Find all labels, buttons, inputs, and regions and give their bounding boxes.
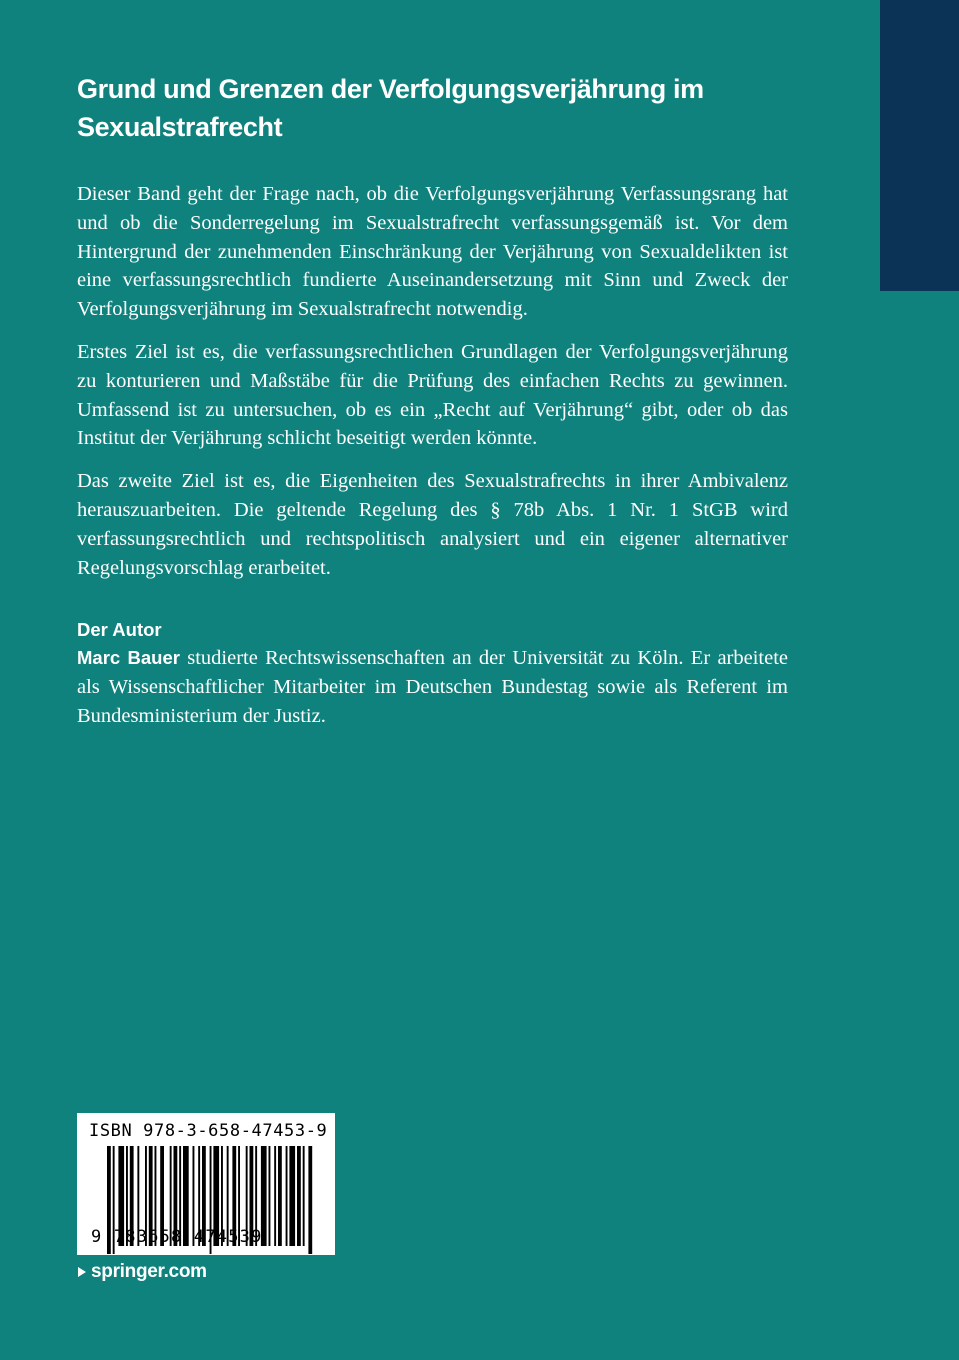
author-bio [77,644,788,730]
book-title [77,70,788,146]
author-name: Marc Bauer [77,647,180,669]
barcode-bar [308,1146,312,1254]
barcode-bar [278,1146,282,1246]
publisher-link[interactable] [77,1261,207,1283]
barcode-bar [289,1146,295,1246]
barcode-bar [286,1146,288,1246]
back-cover-content [77,70,788,731]
title-line-1: Grund und Grenzen der Verfolgungsverjährung im [77,74,704,104]
isbn-label: ISBN 978-3-658-47453-9 [89,1121,328,1141]
publisher-link-text[interactable]: springer.com [91,1261,207,1282]
barcode-bar [303,1146,305,1246]
barcode-bar [297,1146,301,1246]
author-heading: Der Autor [77,619,162,641]
author-bio-text: studierte Rechtswissenschaften an der Universität zu Köln. Er arbeitete als Wissenschaftlicher Mitarbeiter im Deutschen Bundestag sowie als Referent im Bundesministerium der Justiz. [77,647,789,727]
barcode-digits: 9 783658 474539 [91,1227,263,1247]
isbn-barcode [77,1113,335,1255]
description-paragraph-3: Das zweite Ziel ist es, die Eigenheiten des Sexualstrafrechts in ihrer Ambivalenz herauszuarbeiten. Die geltende Regelung des § 78b Abs. 1 Nr. 1 StGB wird verfassungsrechtlich und rechtspolitisch analysiert und ein eigener alternativer Regelungsvorschlag erarbeitet. [77,470,788,579]
title-line-2: Sexualstrafrecht [77,112,283,142]
triangle-arrow-icon [77,1266,87,1278]
barcode-bar [269,1146,271,1246]
accent-tab [880,0,959,291]
description-paragraph-2: Erstes Ziel ist es, die verfassungsrechtlichen Grundlagen der Verfolgungsverjährung zu konturieren und Maßstäbe für die Prüfung des einfachen Rechts zu gewinnen. Umfassend ist zu untersuchen, ob es ein „Recht auf Verjährung“ gibt, oder ob das Institut der Verjährung schlicht beseitigt werden könnte. [77,340,788,450]
barcode-bar [274,1146,276,1246]
description-paragraph-1: Dieser Band geht der Frage nach, ob die Verfolgungsverjährung Verfassungsrang hat und ob die Sonderregelung im Sexualstrafrecht verfassungsgemäß ist. Vor dem Hintergrund der zunehmenden Einschränkung der Verjährung von Sexualdelikten ist eine verfassungsrechtlich fundierte Auseinandersetzung mit Sinn und Zweck der Verfolgungsverjährung im Sexualstrafrecht notwendig. [77,183,788,321]
